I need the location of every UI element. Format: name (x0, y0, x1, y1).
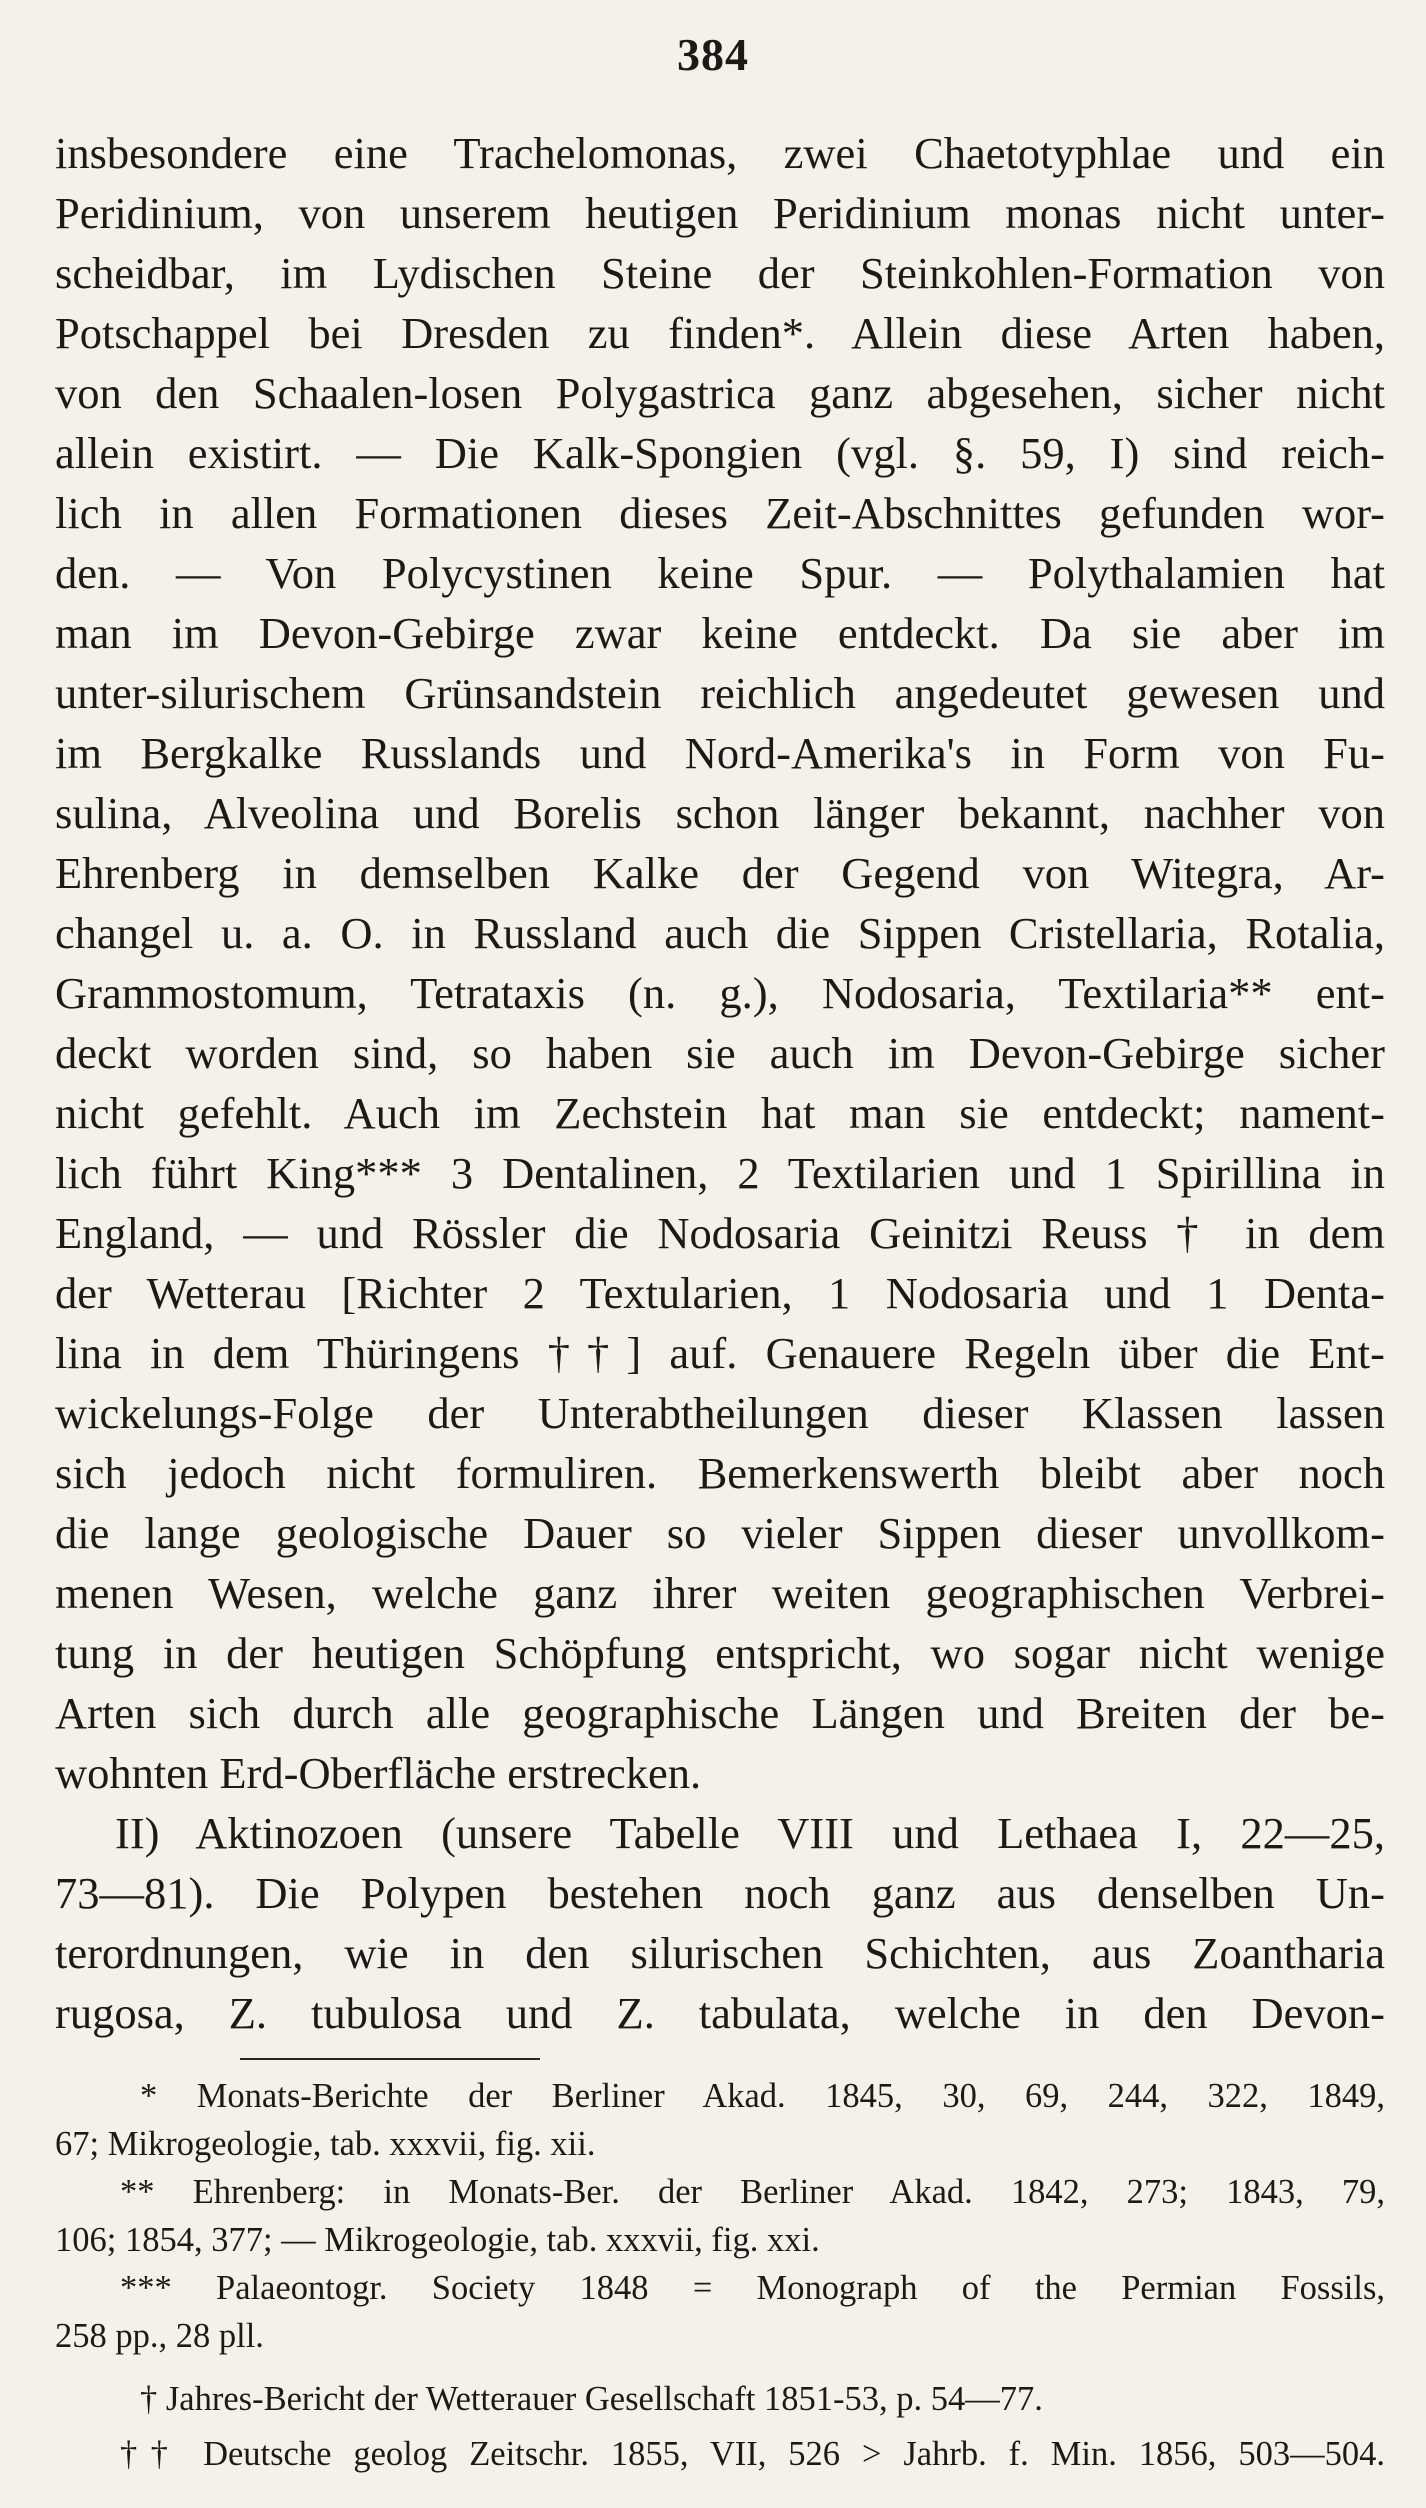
footnote-line: ** Ehrenberg: in Monats-Ber. der Berliner Akad. 1842, 273; 1843, 79, (120, 2173, 1385, 2211)
body-line: der Wetterau [Richter 2 Textularien, 1 Nodosaria und 1 Denta- (55, 1268, 1385, 1318)
footnote-line: 106; 1854, 377; — Mikrogeologie, tab. xxxvii, fig. xxi. (55, 2221, 820, 2259)
body-line: menen Wesen, welche ganz ihrer weiten geographischen Verbrei- (55, 1568, 1385, 1618)
body-line: Ehrenberg in demselben Kalke der Gegend von Witegra, Ar- (55, 848, 1385, 898)
footnote-line: *** Palaeontogr. Society 1848 = Monograph of the Permian Fossils, (120, 2269, 1385, 2307)
body-line: Grammostomum, Tetrataxis (n. g.), Nodosaria, Textilaria** ent- (55, 968, 1385, 1018)
page-number: 384 (677, 29, 749, 80)
body-line: rugosa, Z. tubulosa und Z. tabulata, welche in den Devon- (55, 1988, 1385, 2038)
body-line: sich jedoch nicht formuliren. Bemerkenswerth bleibt aber noch (55, 1448, 1385, 1498)
body-line: lina in dem Thüringens ††] auf. Genauere Regeln über die Ent- (55, 1328, 1385, 1378)
body-line: 73—81). Die Polypen bestehen noch ganz aus denselben Un- (55, 1868, 1385, 1918)
body-line: den. — Von Polycystinen keine Spur. — Polythalamien hat (55, 548, 1385, 598)
body-line: Potschappel bei Dresden zu finden*. Allein diese Arten haben, (55, 308, 1385, 358)
body-line: allein existirt. — Die Kalk-Spongien (vgl. §. 59, I) sind reich- (55, 428, 1385, 478)
body-line: wohnten Erd-Oberfläche erstrecken. (55, 1748, 702, 1798)
body-line: scheidbar, im Lydischen Steine der Steinkohlen-Formation von (55, 248, 1385, 298)
body-line: im Bergkalke Russlands und Nord-Amerika's in Form von Fu- (55, 728, 1385, 778)
body-line: Peridinium, von unserem heutigen Peridinium monas nicht unter- (55, 188, 1385, 238)
body-line: lich führt King*** 3 Dentalinen, 2 Textilarien und 1 Spirillina in (55, 1148, 1385, 1198)
body-line: Arten sich durch alle geographische Längen und Breiten der be- (55, 1688, 1385, 1738)
body-line: nicht gefehlt. Auch im Zechstein hat man sie entdeckt; nament- (55, 1088, 1385, 1138)
footnote-divider (240, 2058, 540, 2060)
body-line: die lange geologische Dauer so vieler Sippen dieser unvollkom- (55, 1508, 1385, 1558)
body-line: England, — und Rössler die Nodosaria Geinitzi Reuss † in dem (55, 1208, 1385, 1258)
body-line: unter-silurischem Grünsandstein reichlich angedeutet gewesen und (55, 668, 1385, 718)
body-line: insbesondere eine Trachelomonas, zwei Chaetotyphlae und ein (55, 128, 1385, 178)
footnote-line: * Monats-Berichte der Berliner Akad. 1845, 30, 69, 244, 322, 1849, (140, 2077, 1385, 2115)
body-line: changel u. a. O. in Russland auch die Sippen Cristellaria, Rotalia, (55, 908, 1385, 958)
body-line: II) Aktinozoen (unsere Tabelle VIII und Lethaea I, 22—25, (115, 1808, 1385, 1858)
body-line: wickelungs-Folge der Unterabtheilungen dieser Klassen lassen (55, 1388, 1385, 1438)
body-line: lich in allen Formationen dieses Zeit-Abschnittes gefunden wor- (55, 488, 1385, 538)
body-line: terordnungen, wie in den silurischen Schichten, aus Zoantharia (55, 1928, 1385, 1978)
footnote-line: †† Deutsche geolog Zeitschr. 1855, VII, 526 > Jahrb. f. Min. 1856, 503—504. (120, 2435, 1385, 2473)
body-line: deckt worden sind, so haben sie auch im Devon-Gebirge sicher (55, 1028, 1385, 1078)
footnote-line: 67; Mikrogeologie, tab. xxxvii, fig. xii. (55, 2125, 596, 2163)
footnote-line: 258 pp., 28 pll. (55, 2317, 264, 2355)
body-line: sulina, Alveolina und Borelis schon länger bekannt, nachher von (55, 788, 1385, 838)
body-line: man im Devon-Gebirge zwar keine entdeckt. Da sie aber im (55, 608, 1385, 658)
body-line: von den Schaalen-losen Polygastrica ganz abgesehen, sicher nicht (55, 368, 1385, 418)
body-line: tung in der heutigen Schöpfung entspricht, wo sogar nicht wenige (55, 1628, 1385, 1678)
footnote-line: † Jahres-Bericht der Wetterauer Gesellschaft 1851-53, p. 54—77. (140, 2380, 1043, 2418)
